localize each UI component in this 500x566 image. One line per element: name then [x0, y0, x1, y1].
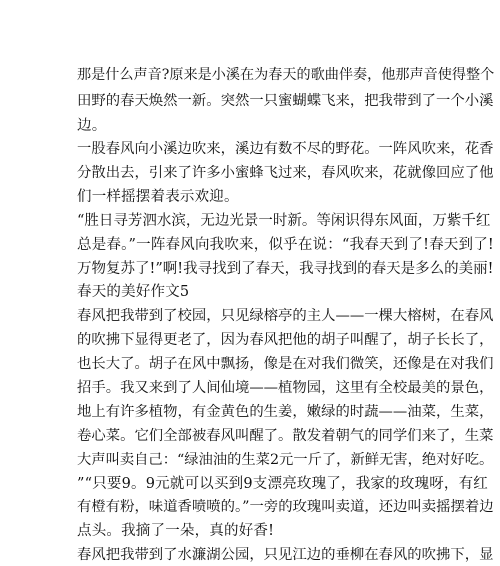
text-line: 总是春。”一阵春风向我吹来，似乎在说：“我春天到了!春天到了!: [77, 237, 494, 253]
text-line: “胜日寻芳泗水滨，无边光景一时新。等闲识得东风面，万紫千红: [77, 213, 491, 229]
text-line: 有橙有粉，味道香喷喷的。”一旁的玫瑰叫卖道，还边叫卖摇摆着边: [77, 499, 494, 515]
text-line: 地上有许多植物，有金黄色的生姜，嫩绿的时蔬——油菜，生菜，: [77, 404, 494, 420]
section-heading: 春天的美好作文5: [77, 284, 190, 300]
text-line: 们一样摇摆着表示欢迎。: [77, 189, 239, 205]
text-line: 一股春风向小溪边吹来，溪边有数不尽的野花。一阵风吹来，花香: [77, 141, 494, 157]
text-line: 分散出去，引来了许多小蜜蜂飞过来，春风吹来，花就像回应了他: [77, 165, 494, 181]
text-line: 田野的春天焕然一新。突然一只蜜蝴蝶飞来，把我带到了一个小溪: [77, 93, 494, 109]
text-line: 的吹拂下显得更老了，因为春风把他的胡子叫醒了，胡子长长了，: [77, 332, 494, 348]
text-line: 春风把我带到了水濂湖公园，只见江边的垂柳在春风的吹拂下，显: [77, 547, 494, 563]
text-line: 卷心菜。它们全部被春风叫醒了。散发着朝气的同学们来了，生菜: [77, 428, 494, 444]
text-line: 那是什么声音?原来是小溪在为春天的歌曲伴奏，他那声音使得整个: [77, 67, 495, 83]
text-line: 也长大了。胡子在风中飘扬，像是在对我们微笑，还像是在对我们: [77, 356, 494, 372]
text-line: 边。: [77, 118, 107, 134]
text-line: ”“只要9。9元就可以买到9支漂亮玫瑰了，我家的玫瑰呀，有红: [77, 476, 488, 492]
text-line: 春风把我带到了校园，只见绿榕亭的主人——一棵大榕树，在春风: [77, 308, 494, 324]
text-line: 万物复苏了!”啊!我寻找到了春天，我寻找到的春天是多么的美丽!: [77, 261, 494, 277]
text-line: 大声叫卖自己：“绿油油的生菜2元一斤了，新鲜无害，绝对好吃。: [77, 452, 494, 468]
text-line: 点头。我摘了一朵，真的好香!: [77, 523, 275, 539]
text-line: 招手。我又来到了人间仙境——植物园，这里有全校最美的景色，: [77, 380, 494, 396]
